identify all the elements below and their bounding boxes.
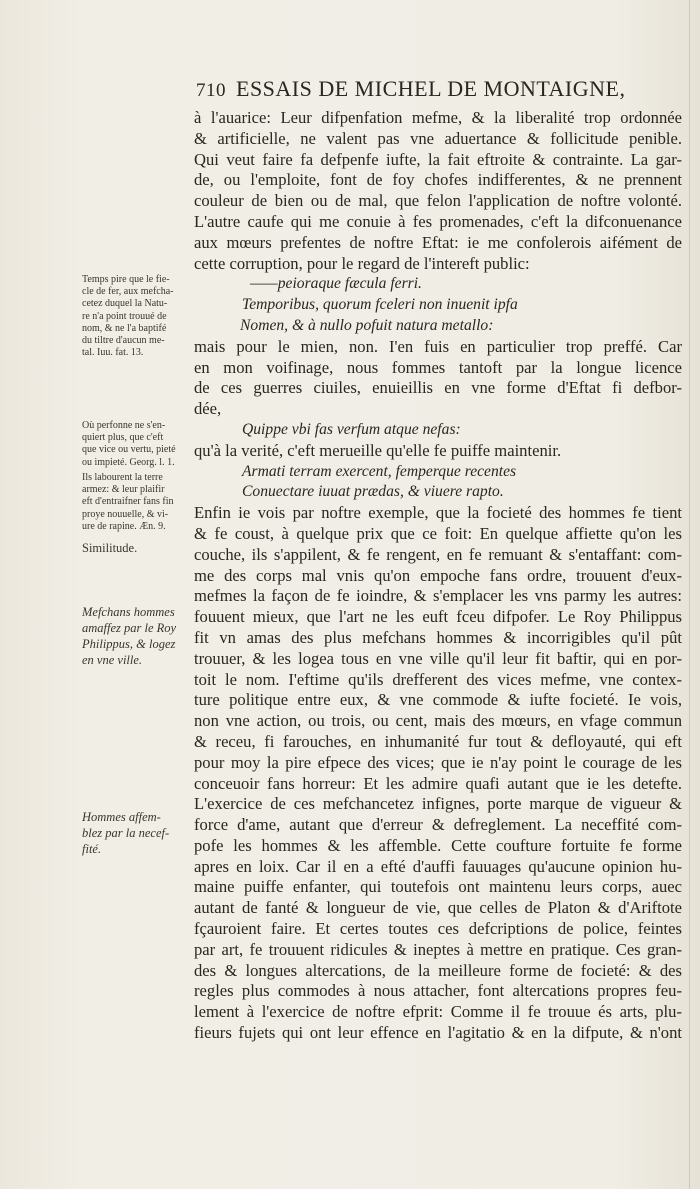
text-line: & receu, fi farouches, en inhumanité fur tout & defloyauté, qui eft	[194, 731, 682, 751]
text-line: non vne action, ou trois, ou cent, mais des mœurs, en vfage commun	[194, 711, 682, 731]
text-line: pofe les hommes & les affemble. Cette coufture fortuite fe forme	[194, 835, 682, 855]
verse-line: Nomen, & à nullo pofuit natura metallo:	[240, 316, 494, 334]
page-header	[196, 76, 656, 102]
text-line: en mon voifinage, nous fommes tantoft par la longue licence	[194, 357, 682, 377]
text-line: regles plus commodes à nous attacher, font altercations propres feu-	[194, 981, 682, 1001]
margin-note-necessity: Hommes affem- blez par la necef- fité.	[82, 810, 170, 856]
text-line: L'autre caufe qui me conuie à fes promenades, c'eft la difconuenance	[194, 211, 682, 231]
text-line: couche, ils s'appilent, & fe rengent, en fe remuant & s'entaffant: com-	[194, 544, 682, 564]
verse-line: Quippe vbi fas verfum atque nefas:	[242, 420, 461, 438]
text-line: maine puiffe enfanter, qui toutefois ont maintenu leurs corps, auec	[194, 877, 682, 897]
text-line: mefmes la façon de fe ioindre, & s'emplacer les vns parmy les autres:	[194, 586, 682, 606]
text-line: par art, fe trouuent ridicules & ineptes à mettre en pratique. Ces gran-	[194, 939, 682, 959]
text-line: mais pour le mien, non. I'en fuis en particulier trop preffé. Car	[194, 336, 682, 356]
text-line: fieurs fujets qui ont leur effence en l'agitatio & en la difpute, & n'ont	[194, 1023, 682, 1043]
text-line: couleur de bien ou de mal, que felon l'application de noftre volonté.	[194, 191, 682, 211]
text-line: ture politique entre eux, & vne commode & iufte focieté. Ie vois,	[194, 690, 682, 710]
text-line: L'exercice de ces mefchancetez infignes, porte marque de vigueur &	[194, 794, 682, 814]
margin-note-philippus: Mefchans hommes amaffez par le Roy Philippus, & logez en vne ville.	[82, 605, 177, 667]
text-line: dée,	[194, 399, 222, 419]
margin-note-georgics: Où perfonne ne s'en- quiert plus, que c'eft que vice ou vertu, pieté ou impieté. Georg. l. 1.	[82, 420, 176, 468]
text-line: force d'ame, autant que d'erreur & defreglement. La neceffité com-	[194, 815, 682, 835]
text-line: & artificielle, ne valent pas vne aduertance & follicitude penible.	[194, 128, 682, 148]
text-line: pour moy la pire efpece des vices; que ie n'ay point le courage de les	[194, 752, 682, 772]
margin-note-iron-age: Temps pire que le fie- cle de fer, aux mefcha- cetez duquel la Natu- re n'a point trouué de nom, & ne l'a baptifé du tiltre d'aucun me- tal. Iuu. fat. 13.	[82, 274, 174, 359]
margin-note-similitude: Similitude.	[82, 541, 138, 555]
text-line: & fe coust, à quelque prix que ce foit: En quelque affiette qu'on les	[194, 523, 682, 543]
text-line: de ces guerres ciuiles, enuieillis en vne forme d'Eftat fi defbor-	[194, 378, 682, 398]
page-edge	[689, 0, 690, 1189]
verse-line: ——peioraque fæcula ferri.	[250, 275, 422, 293]
text-line: qu'à la verité, c'eft merueille qu'elle fe puiffe maintenir.	[194, 440, 562, 460]
text-line: autant de fanté & longueur de vie, que celles de Platon & d'Ariftote	[194, 898, 682, 918]
text-line: Enfin ie vois par noftre exemple, que la focieté des hommes fe tient	[194, 503, 682, 523]
text-line: fouuent mieux, que l'art ne les euft fceu difpofer. Le Roy Philippus	[194, 607, 682, 627]
text-line: Qui veut faire fa defpenfe iufte, la fait eftroite & contrainte. La gar-	[194, 149, 682, 169]
text-line: à l'auarice: Leur difpenfation mefme, & la liberalité trop ordonnée	[194, 108, 682, 127]
text-line: de, ou l'emploite, font de foy chofes indifferentes, & ne prennent	[194, 170, 682, 190]
main-text	[194, 108, 682, 1044]
text-line: fit vn amas des plus mefchans hommes & incorrigibles qu'il pût	[194, 627, 682, 647]
verse-line: Armati terram exercent, femperque recentes	[242, 462, 517, 480]
text-line: aux mœurs prefentes de noftre Eftat: ie me confolerois aifément de	[194, 232, 682, 252]
text-line: lement à l'exercice de noftre efprit: Comme il fe trouue és arts, plu-	[194, 1002, 682, 1022]
text-line: trouuer, & les logea tous en vne ville qu'il leur fit baftir, qui en por-	[194, 648, 682, 668]
running-title: ESSAIS DE MICHEL DE MONTAIGNE,	[236, 76, 626, 101]
text-line: me des corps mal vnis qu'on empoche fans ordre, trouuent d'eux-	[194, 565, 682, 585]
text-line: cette corruption, pour le regard de l'intereft public:	[194, 253, 530, 273]
margin-note-aeneid: Ils labourent la terre armez: & leur plaifir eft d'entraifner fans fin proye nouuelle, & vi- ure de rapine. Æn. 9.	[82, 472, 174, 532]
text-line: des & longues altercations, de la meilleure forme de focieté: & des	[194, 960, 682, 980]
text-line: apres en loix. Car il en a efté d'auffi fauuages qu'aucune opinion hu-	[194, 856, 682, 876]
text-line: conceuoir fans horreur: Et les admire quafi autant que ie les detefte.	[194, 773, 682, 793]
page-number: 710	[196, 80, 226, 101]
text-line: fçauroient faire. Et certes toutes ces defcriptions de police, feintes	[194, 919, 682, 939]
verse-line: Conuectare iuuat prædas, & viuere rapto.	[242, 483, 504, 501]
verse-line: Temporibus, quorum fceleri non inuenit ipfa	[242, 296, 518, 314]
text-line: toit le nom. I'eftime qu'ils drefferent des vices mefme, vne contex-	[194, 669, 682, 689]
